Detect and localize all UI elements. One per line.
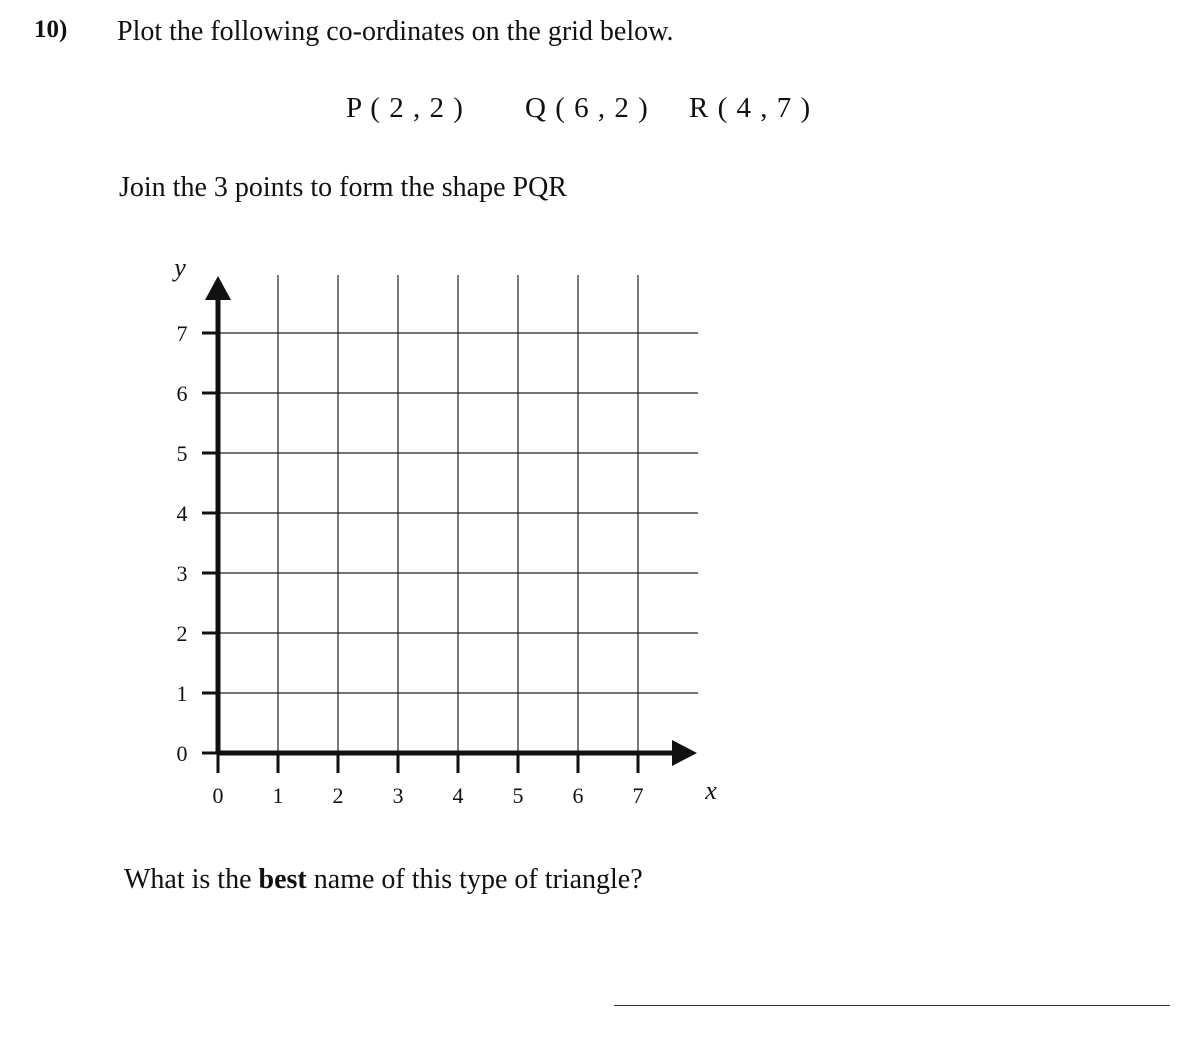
y-tick-label: 6	[176, 381, 188, 406]
y-axis-label: y	[174, 253, 186, 282]
x-tick-label: 5	[512, 783, 524, 808]
followup-prefix: What is the	[124, 864, 259, 895]
followup-question	[124, 864, 643, 896]
x-tick-label: 3	[392, 783, 404, 808]
y-tick-label: 0	[176, 741, 188, 766]
x-tick-label: 4	[452, 783, 464, 808]
followup-bold: best	[258, 864, 307, 895]
point-p-label: P ( 2 , 2 )	[346, 92, 464, 124]
question-instruction: Plot the following co-ordinates on the grid below.	[117, 16, 674, 47]
x-tick-label: 6	[572, 783, 584, 808]
y-tick-label: 3	[176, 561, 188, 586]
x-tick-label: 0	[212, 783, 224, 808]
y-tick-label: 5	[176, 441, 188, 466]
x-tick-label: 7	[632, 783, 644, 808]
y-tick-label: 4	[176, 501, 188, 526]
x-tick-label: 2	[332, 783, 344, 808]
y-axis-arrow	[205, 276, 231, 300]
x-axis-arrow	[672, 740, 697, 766]
question-number: 10)	[34, 16, 68, 43]
x-axis-label: x	[705, 776, 717, 805]
y-tick-label: 2	[176, 621, 188, 646]
answer-line[interactable]	[614, 1005, 1170, 1006]
y-tick-label: 7	[176, 321, 188, 346]
followup-suffix: name of this type of triangle?	[306, 864, 643, 895]
join-instruction: Join the 3 points to form the shape PQR	[119, 172, 567, 203]
point-r-label: R ( 4 , 7 )	[689, 92, 812, 124]
point-q-label: Q ( 6 , 2 )	[525, 92, 649, 124]
y-tick-label: 1	[176, 681, 188, 706]
x-tick-label: 1	[272, 783, 284, 808]
